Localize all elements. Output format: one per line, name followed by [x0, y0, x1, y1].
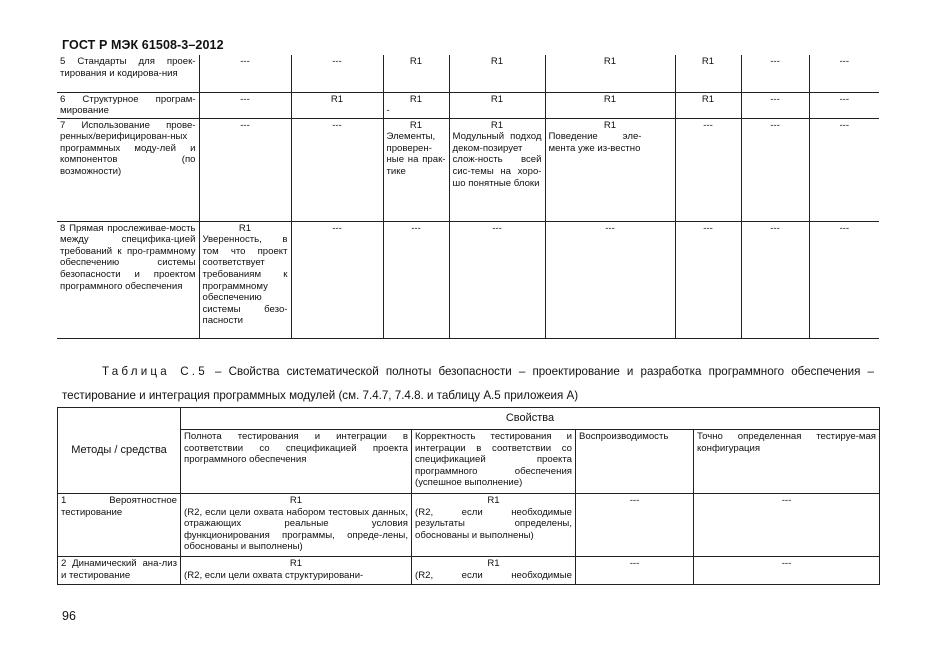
- document-header: ГОСТ Р МЭК 61508-3–2012: [62, 38, 224, 52]
- method-cell: 6 Структурное програм-мирование: [57, 92, 199, 118]
- value-text: R1: [289, 495, 303, 506]
- value-text: R1: [409, 93, 423, 105]
- value-cell: R1: [449, 92, 545, 118]
- value-cell: ---: [199, 118, 291, 221]
- value-cell: R1: [383, 55, 449, 92]
- table-row: [58, 494, 880, 557]
- value-cell: ---: [809, 118, 879, 221]
- value-cell: ---: [291, 118, 383, 221]
- value-note: -: [386, 105, 390, 117]
- value-cell: [199, 221, 291, 338]
- value-cell: [181, 557, 412, 585]
- value-cell: [383, 92, 449, 118]
- value-cell: [545, 118, 675, 221]
- method-cell: 5 Стандарты для проек-тирования и кодирова-ния: [57, 55, 199, 92]
- table-row: [57, 55, 879, 92]
- value-cell: ---: [383, 221, 449, 338]
- value-note: Уверенность, в том что проект соответствует требованиям к программному обеспечению системы безо-пасности: [202, 234, 288, 327]
- method-cell: 2 Динамический ана-лиз и тестирование: [58, 557, 181, 585]
- table-header-row: [58, 408, 880, 430]
- value-note: (R2, если цели охвата структурировани-: [184, 569, 364, 581]
- property-header: Воспроизводимость: [576, 430, 694, 494]
- value-text: R1: [289, 558, 303, 569]
- value-cell: [383, 118, 449, 221]
- value-note: Модульный подход деком-позирует слож-ность всей сис-темы на хоро-шо понятные блоки: [452, 131, 542, 189]
- value-cell: ---: [809, 221, 879, 338]
- table-row: [57, 118, 879, 221]
- value-cell: ---: [741, 55, 809, 92]
- property-header: Корректность тестирования и интеграции в соответствии со спецификацией проекта программного обеспечения (успешное выполнение): [412, 430, 576, 494]
- value-cell: ---: [694, 494, 880, 557]
- value-cell: ---: [741, 118, 809, 221]
- value-note: Элементы, проверен-ные на прак-тике: [386, 131, 446, 178]
- value-cell: ---: [199, 55, 291, 92]
- value-cell: ---: [809, 55, 879, 92]
- page-number: 96: [62, 609, 76, 623]
- value-cell: ---: [576, 494, 694, 557]
- methods-header: Методы / средства: [58, 408, 181, 494]
- value-cell: ---: [741, 221, 809, 338]
- method-cell: 1 Вероятностное тестирование: [58, 494, 181, 557]
- value-cell: [449, 118, 545, 221]
- table-label: Таблица С.5: [102, 365, 208, 378]
- table-row: [57, 221, 879, 338]
- value-cell: [412, 494, 576, 557]
- value-cell: R1: [545, 55, 675, 92]
- value-cell: ---: [809, 92, 879, 118]
- properties-header: Свойства: [181, 408, 880, 430]
- value-cell: ---: [675, 221, 741, 338]
- value-cell: R1: [449, 55, 545, 92]
- table-row: [57, 92, 879, 118]
- value-cell: R1: [675, 55, 741, 92]
- caption-text: – Свойства систематической полноты безопасности – проектирование и разработка программного обеспечения – тестирование и интеграция программных модулей (см. 7.4.7, 7.4.8. и таблицу А.5 приложеия А): [62, 365, 874, 402]
- value-text: R1: [409, 119, 423, 131]
- value-text: R1: [603, 119, 617, 131]
- value-text: R1: [487, 558, 500, 569]
- property-header: Точно определенная тестируе-мая конфигурация: [694, 430, 880, 494]
- value-note: Поведение эле-мента уже из-вестно: [548, 131, 642, 154]
- value-note: (R2, если необходимые результаты определены, обоснованы и выполнены): [415, 506, 572, 541]
- value-text: R1: [238, 222, 252, 234]
- value-cell: ---: [545, 221, 675, 338]
- value-text: R1: [490, 119, 504, 131]
- value-text: R1: [487, 495, 500, 506]
- value-cell: ---: [576, 557, 694, 585]
- value-cell: R1: [545, 92, 675, 118]
- value-cell: ---: [449, 221, 545, 338]
- table-header-row: [58, 430, 880, 494]
- table-row: [58, 557, 880, 585]
- value-note: (R2, если цели охвата набором тестовых данных, отражающих реальные условия функционирования программы, опреде-лены, обоснованы и выполнены): [184, 506, 408, 553]
- table-c5: [57, 407, 880, 585]
- value-note: (R2, если необходимые: [415, 569, 572, 581]
- value-cell: ---: [291, 55, 383, 92]
- value-cell: R1: [291, 92, 383, 118]
- properties-table-continued: [57, 55, 879, 339]
- value-cell: ---: [694, 557, 880, 585]
- value-cell: [412, 557, 576, 585]
- table-caption: [62, 360, 874, 408]
- value-cell: [181, 494, 412, 557]
- value-cell: ---: [675, 118, 741, 221]
- property-header: Полнота тестирования и интеграции в соответствии со спецификацией проекта программного обеспечения: [181, 430, 412, 494]
- value-cell: ---: [741, 92, 809, 118]
- value-cell: ---: [291, 221, 383, 338]
- method-cell: 8 Прямая прослеживае-мость между специфика-цией требований к про-граммному обеспечению системы безопасности и проектом программного обеспечения: [57, 221, 199, 338]
- value-cell: R1: [675, 92, 741, 118]
- value-cell: ---: [199, 92, 291, 118]
- method-cell: 7 Использование прове-ренных/верифицирован-ных программных моду-лей и компонентов (по возможности): [57, 118, 199, 221]
